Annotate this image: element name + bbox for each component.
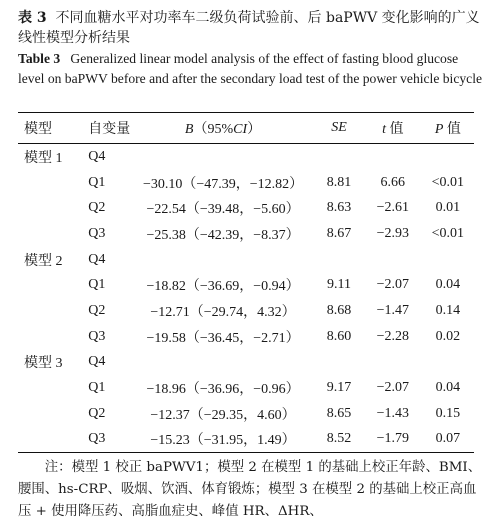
cell-model <box>18 170 82 196</box>
cell-model: 模型 1 <box>24 150 63 166</box>
cell-b-ci: −22.54（−39.48，−5.60） <box>146 202 300 218</box>
table-row <box>18 350 474 376</box>
cell-t <box>364 144 422 170</box>
header-p-text: 值 <box>443 122 461 137</box>
cell-t: −1.79 <box>364 427 422 453</box>
cell-p: 0.01 <box>435 200 461 216</box>
cell-t: −2.93 <box>376 225 409 241</box>
table-row <box>18 170 474 196</box>
cell-b-ci: −19.58（−36.45，−2.71） <box>146 330 300 346</box>
cell-b-ci <box>132 350 314 376</box>
header-model: 模型 <box>18 113 82 144</box>
results-table <box>18 112 474 453</box>
cell-se: 8.68 <box>326 302 352 318</box>
caption-en-label: Table 3 <box>18 51 61 66</box>
cell-b-ci: −12.71（−29.74，4.32） <box>150 304 296 320</box>
cell-b-ci: −25.38（−42.39，−8.37） <box>146 227 300 243</box>
cell-variable: Q4 <box>88 251 106 267</box>
cell-se: 9.11 <box>326 277 351 293</box>
cell-variable: Q2 <box>88 302 106 318</box>
caption-english <box>18 49 484 88</box>
header-b-open: （95% <box>193 122 234 137</box>
cell-p: 0.04 <box>435 380 461 396</box>
cell-se: 9.17 <box>326 380 352 396</box>
header-ci-symbol: CI <box>233 122 248 137</box>
cell-variable: Q3 <box>88 328 106 344</box>
cell-t: −1.47 <box>376 302 409 318</box>
table-row <box>18 298 474 324</box>
cell-variable: Q1 <box>88 277 106 293</box>
header-t-text: 值 <box>385 122 404 137</box>
cell-b-ci: −15.23（−31.95，1.49） <box>132 427 314 453</box>
header-b-ci <box>132 113 314 144</box>
cell-se: 8.81 <box>326 174 352 190</box>
table-row <box>18 427 474 453</box>
cell-p: <0.01 <box>431 225 465 241</box>
cell-se: 8.63 <box>326 200 352 216</box>
cell-p: 0.15 <box>435 405 461 421</box>
cell-se: 8.60 <box>326 328 352 344</box>
cell-se <box>314 144 364 170</box>
table-row <box>18 144 474 170</box>
cell-b-ci: −12.37（−29.35，4.60） <box>150 407 296 423</box>
cell-model <box>18 401 82 427</box>
cell-variable: Q1 <box>88 174 106 190</box>
cell-variable: Q4 <box>88 354 106 370</box>
cell-t: −2.07 <box>376 380 409 396</box>
cell-se <box>314 247 364 273</box>
cell-model <box>18 375 82 401</box>
header-row <box>18 113 474 144</box>
cell-model: 模型 2 <box>24 253 63 269</box>
cell-model <box>18 298 82 324</box>
caption-cn-text: 不同血糖水平对功率车二级负荷试验前、后 baPWV 变化影响的广义线性模型分析结果 <box>18 10 480 46</box>
cell-t: −2.28 <box>376 328 409 344</box>
cell-t: −2.07 <box>376 277 409 293</box>
header-b-close: ） <box>247 122 262 137</box>
cell-se: 8.52 <box>314 427 364 453</box>
cell-model <box>18 195 82 221</box>
cell-b-ci <box>132 247 314 273</box>
cell-model <box>18 221 82 247</box>
cell-se <box>314 350 364 376</box>
caption-chinese <box>18 8 480 48</box>
cell-b-ci <box>132 144 314 170</box>
cell-p: 0.04 <box>435 277 461 293</box>
cell-b-ci: −30.10（−47.39，−12.82） <box>142 176 304 192</box>
cell-t <box>364 247 422 273</box>
table-row <box>18 195 474 221</box>
cell-b-ci: −18.82（−36.69，−0.94） <box>146 279 300 295</box>
cell-p: 0.02 <box>435 328 461 344</box>
table-row <box>18 401 474 427</box>
cell-p <box>422 144 474 170</box>
header-b-symbol: B <box>184 122 194 137</box>
cell-t: −1.43 <box>376 405 409 421</box>
cell-model <box>18 427 82 453</box>
cell-b-ci: −18.96（−36.96，−0.96） <box>146 382 300 398</box>
cell-variable: Q3 <box>88 225 106 241</box>
table-row <box>18 324 474 350</box>
cell-model: 模型 3 <box>24 356 63 372</box>
table-note: 注：模型 1 校正 baPWV1；模型 2 在模型 1 的基础上校正年龄、BMI、腰围、hs-CRP、吸烟、饮酒、体育锻炼；模型 3 在模型 2 的基础上校正高血压 + 使用降压药、高脂血症史、峰值 HR、ΔHR、 <box>18 460 482 519</box>
table-row <box>18 247 474 273</box>
caption-cn-label: 表 3 <box>18 10 47 26</box>
cell-p <box>422 247 474 273</box>
cell-model <box>18 272 82 298</box>
cell-se: 8.65 <box>326 405 352 421</box>
cell-variable: Q1 <box>88 380 106 396</box>
cell-model <box>18 324 82 350</box>
header-variable: 自变量 <box>82 113 132 144</box>
cell-p: 0.07 <box>422 427 474 453</box>
cell-t: 6.66 <box>380 174 406 190</box>
caption-en-text: Generalized linear model analysis of the effect of fasting blood glucose level on baPWV before and after the secondary load test of the power vehicle bicycle <box>18 51 483 86</box>
cell-p: 0.14 <box>435 302 461 318</box>
table-row <box>18 375 474 401</box>
table-row <box>18 221 474 247</box>
header-t <box>364 113 422 144</box>
cell-p <box>422 350 474 376</box>
table-row <box>18 272 474 298</box>
cell-variable: Q2 <box>88 405 106 421</box>
cell-p: <0.01 <box>431 174 465 190</box>
header-p <box>422 113 474 144</box>
cell-t: −2.61 <box>376 200 409 216</box>
header-se: SE <box>314 113 364 144</box>
cell-t <box>364 350 422 376</box>
header-p-symbol: P <box>434 122 444 137</box>
cell-se: 8.67 <box>326 225 352 241</box>
header-t-symbol: t <box>382 122 386 137</box>
cell-variable: Q2 <box>88 200 106 216</box>
cell-variable: Q3 <box>82 427 132 453</box>
cell-variable: Q4 <box>88 148 106 164</box>
